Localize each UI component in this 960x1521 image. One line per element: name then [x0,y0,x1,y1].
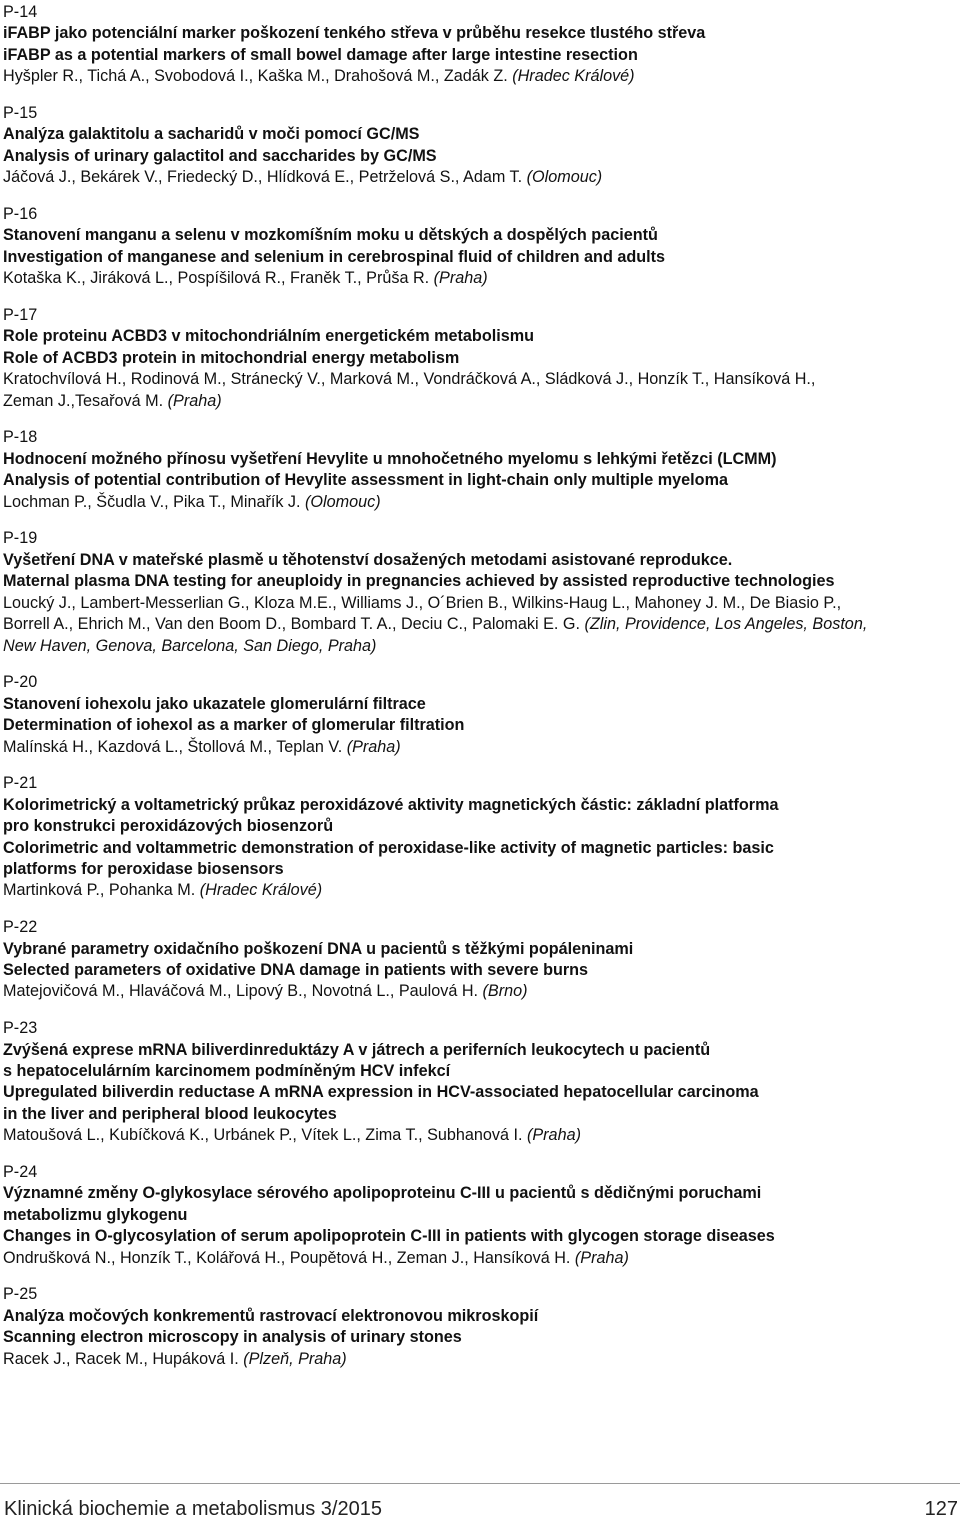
affiliation-place: New Haven, Genova, Barcelona, San Diego, Praha) [3,636,377,655]
abstract-title-line: Upregulated biliverdin reductase A mRNA expression in HCV-associated hepatocellular carcinoma [3,1083,759,1102]
abstract-title-line: Hodnocení možného přínosu vyšetření Hevylite u mnohočetného myelomu s lehkými řetězci (LCMM) [3,449,777,468]
abstract-entry [3,773,953,901]
abstract-entry [3,1162,953,1269]
affiliation-place: (Praha) [167,391,222,410]
abstract-title-line: Selected parameters of oxidative DNA damage in patients with severe burns [3,960,589,979]
abstract-entry [3,672,953,758]
abstract-title-line: Vyšetření DNA v mateřské plasmě u těhotenství dosažených metodami asistované reprodukce. [3,550,733,569]
journal-title: Klinická biochemie a metabolismus 3/2015 [4,1498,382,1520]
abstract-code: P-20 [3,673,38,692]
affiliation-place: (Praha) [526,1126,581,1145]
abstract-title-line: Investigation of manganese and selenium in cerebrospinal fluid of children and adults [3,247,666,266]
authors: Martinková P., Pohanka M. [3,881,200,900]
abstract-entry [3,528,953,656]
abstract-title-line: iFABP as a potential markers of small bowel damage after large intestine resection [3,45,638,64]
abstract-title-line: Stanovení manganu a selenu v mozkomíšním moku u dětských a dospělých pacientů [3,226,658,245]
abstract-code: P-22 [3,918,38,937]
affiliation-place: (Praha) [433,269,488,288]
abstract-entry [3,204,953,290]
abstract-code: P-14 [3,3,38,21]
abstract-entry [3,2,953,88]
abstract-entry [3,917,953,1003]
abstract-title-line: in the liver and peripheral blood leukocytes [3,1104,337,1123]
affiliation-place: (Plzeň, Praha) [243,1349,347,1368]
authors: Racek J., Racek M., Hupáková I. [3,1349,244,1368]
author-line [3,268,953,289]
abstract-entry [3,1018,953,1146]
page-footer [0,1483,960,1520]
authors: Kratochvílová H., Rodinová M., Stránecký V., Marková M., Vondráčková A., Sládková J., Honzík T., Hansíková H., [3,370,816,389]
authors: Kotaška K., Jiráková L., Pospíšilová R., Franěk T., Průša R. [3,269,434,288]
author-line [3,167,953,188]
abstract-code: P-21 [3,774,38,793]
abstract-entry [3,427,953,513]
authors: Jáčová J., Bekárek V., Friedecký D., Hlídková E., Petrželová S., Adam T. [3,168,527,187]
author-line [3,1125,953,1146]
abstract-title-line: Analýza močových konkrementů rastrovací elektronovou mikroskopií [3,1306,539,1325]
author-line [3,737,953,758]
authors: Loucký J., Lambert-Messerlian G., Kloza M.E., Williams J., O´Brien B., Wilkins-Haug L., Mahoney J. M., De Biasio P., [3,593,842,612]
abstract-code: P-16 [3,205,38,224]
abstract-title-line: s hepatocelulárním karcinomem podmíněným HCV infekcí [3,1061,451,1080]
abstract-title-line: Determination of iohexol as a marker of glomerular filtration [3,716,465,735]
affiliation-place: (Olomouc) [305,492,381,511]
author-line [3,981,953,1002]
abstract-title-line: Kolorimetrický a voltametrický průkaz peroxidázové aktivity magnetických částic: základní platforma [3,795,779,814]
affiliation-place: (Praha) [574,1248,629,1267]
authors: Zeman J.,Tesařová M. [3,391,168,410]
abstract-title-line: Zvýšená exprese mRNA biliverdinreduktázy A v játrech a periferních leukocytech u pacientů [3,1040,711,1059]
abstract-title-line: Významné změny O-glykosylace sérového apolipoproteinu C-III u pacientů s dědičnými poruchami [3,1184,762,1203]
abstract-entry [3,305,953,412]
abstract-title-line: Role of ACBD3 protein in mitochondrial energy metabolism [3,348,460,367]
abstract-title-line: Vybrané parametry oxidačního poškození DNA u pacientů s těžkými popáleninami [3,939,634,958]
abstract-title-line: Role proteinu ACBD3 v mitochondriálním energetickém metabolismu [3,327,534,346]
abstract-code: P-15 [3,104,38,123]
page-number: 127 [924,1498,958,1520]
abstract-title-line: iFABP jako potenciální marker poškození tenkého střeva v průběhu resekce tlustého střeva [3,24,706,43]
abstract-title-line: metabolizmu glykogenu [3,1205,188,1224]
abstract-title-line: platforms for peroxidase biosensors [3,859,284,878]
authors: Matoušová L., Kubíčková K., Urbánek P., Vítek L., Zima T., Subhanová I. [3,1126,527,1145]
author-line [3,880,953,901]
abstract-code: P-17 [3,306,38,325]
abstract-title-line: Scanning electron microscopy in analysis of urinary stones [3,1328,462,1347]
abstract-title-line: pro konstrukci peroxidázových biosenzorů [3,817,334,836]
author-line [3,636,953,657]
abstract-code: P-23 [3,1019,38,1038]
author-line [3,369,953,390]
affiliation-place: (Zlin, Providence, Los Angeles, Boston, [584,615,868,634]
abstract-code: P-19 [3,529,38,548]
author-line [3,391,953,412]
abstract-title-line: Colorimetric and voltammetric demonstration of peroxidase-like activity of magnetic particles: basic [3,838,774,857]
abstract-code: P-18 [3,428,38,447]
abstract-code: P-25 [3,1285,38,1304]
abstract-entry [3,103,953,189]
author-line [3,593,953,614]
authors: Lochman P., Ščudla V., Pika T., Minařík J. [3,492,306,511]
author-line [3,614,953,635]
abstract-title-line: Maternal plasma DNA testing for aneuploidy in pregnancies achieved by assisted reproductive technologies [3,572,835,591]
authors: Hyšpler R., Tichá A., Svobodová I., Kaška M., Drahošová M., Zadák Z. [3,67,513,86]
abstract-title-line: Analysis of urinary galactitol and saccharides by GC/MS [3,146,437,165]
author-line [3,1349,953,1370]
abstract-title-line: Analysis of potential contribution of Hevylite assessment in light-chain only multiple myeloma [3,471,728,490]
abstract-list [3,2,953,1385]
abstract-title-line: Stanovení iohexolu jako ukazatele glomerulární filtrace [3,694,426,713]
affiliation-place: (Hradec Králové) [199,881,323,900]
abstract-entry [3,1284,953,1370]
abstract-code: P-24 [3,1163,38,1181]
abstract-title-line: Changes in O-glycosylation of serum apolipoprotein C-III in patients with glycogen storage diseases [3,1227,775,1246]
authors: Malínská H., Kazdová L., Štollová M., Teplan V. [3,737,347,756]
affiliation-place: (Praha) [346,737,401,756]
affiliation-place: (Hradec Králové) [512,67,635,86]
authors: Ondrušková N., Honzík T., Kolářová H., Poupětová H., Zeman J., Hansíková H. [3,1248,575,1267]
author-line [3,492,953,513]
authors: Borrell A., Ehrich M., Van den Boom D., Bombard T. A., Deciu C., Palomaki E. G. [3,615,585,634]
authors: Matejovičová M., Hlaváčová M., Lipový B., Novotná L., Paulová H. [3,982,483,1001]
abstract-title-line: Analýza galaktitolu a sacharidů v moči pomocí GC/MS [3,125,420,144]
author-line [3,66,953,87]
affiliation-place: (Olomouc) [526,168,603,187]
author-line [3,1248,953,1269]
affiliation-place: (Brno) [482,982,528,1001]
